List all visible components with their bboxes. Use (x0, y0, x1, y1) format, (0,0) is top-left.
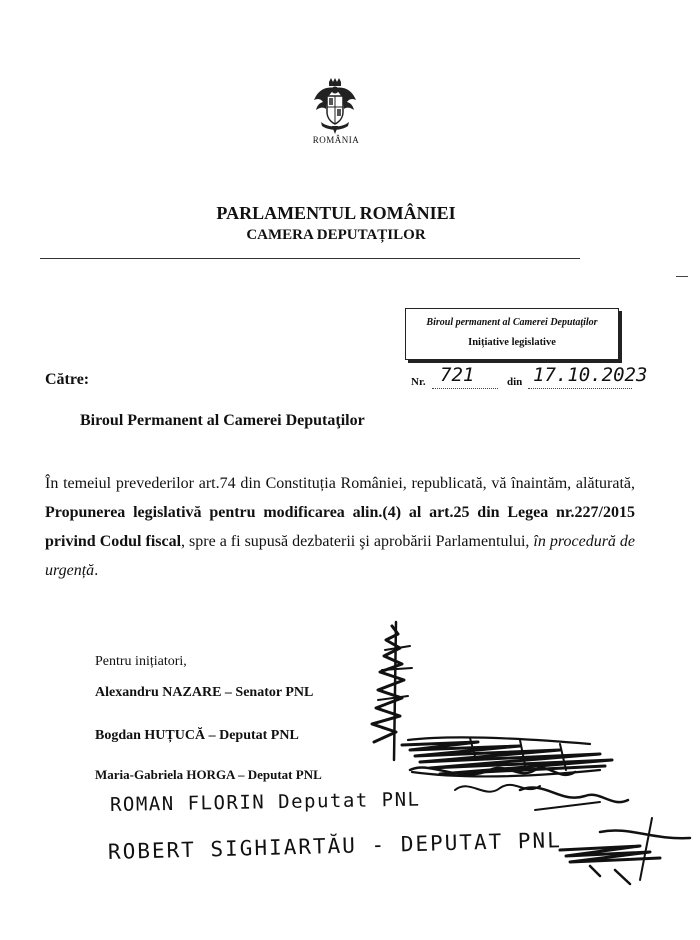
number-dotted-line (432, 388, 498, 389)
chamber-title: CAMERA DEPUTAȚILOR (246, 227, 426, 243)
registration-number-label: Nr. (411, 376, 426, 388)
stamp-category-line: Inițiative legislative (468, 337, 556, 348)
body-procedure: în procedură de urgență (45, 533, 636, 579)
stamp-office-line: Biroul permanent al Camerei Deputaţilor (426, 317, 598, 328)
registration-number-value: 721 (440, 364, 475, 386)
handwritten-signatory-2: ROBERT SIGHIARTĂU - DEPUTAT PNL (107, 828, 563, 864)
country-name: ROMÂNIA (312, 135, 360, 145)
handwritten-signatory-1: ROMAN FLORIN Deputat PNL (109, 788, 421, 816)
body-proposal-title: Propunerea legislativă pentru modificarea alin.(4) al art.25 din Legea nr.227/2015 privind Codul fiscal (45, 504, 635, 550)
body-paragraph (45, 469, 635, 585)
initiators-label: Pentru inițiatori, (95, 654, 187, 669)
recipient-name: Biroul Permanent al Camerei Deputaţilor (80, 412, 365, 429)
recipient-label: Către: (45, 371, 90, 388)
body-middle: , spre a fi supusă dezbaterii şi aprobării Parlamentului, (181, 533, 534, 550)
body-intro: În temeiul prevederilor art.74 din Constituția României, republicată, vă înaintăm, alăturată, (45, 475, 635, 492)
registration-date-value: 17.10.2023 (533, 364, 648, 386)
signatory-3: Maria-Gabriela HORGA – Deputat PNL (95, 767, 322, 782)
signatory-2: Bogdan HUȚUCĂ – Deputat PNL (95, 728, 299, 743)
registration-stamp (405, 308, 619, 360)
registration-date-label: din (507, 376, 523, 388)
signatory-1: Alexandru NAZARE – Senator PNL (95, 685, 314, 700)
institution-title: PARLAMENTUL ROMÂNIEI (216, 203, 456, 223)
header-divider (40, 258, 580, 259)
margin-mark (676, 276, 688, 277)
date-dotted-line (528, 388, 632, 389)
body-end: . (94, 562, 99, 579)
coat-of-arms-icon (306, 78, 364, 134)
